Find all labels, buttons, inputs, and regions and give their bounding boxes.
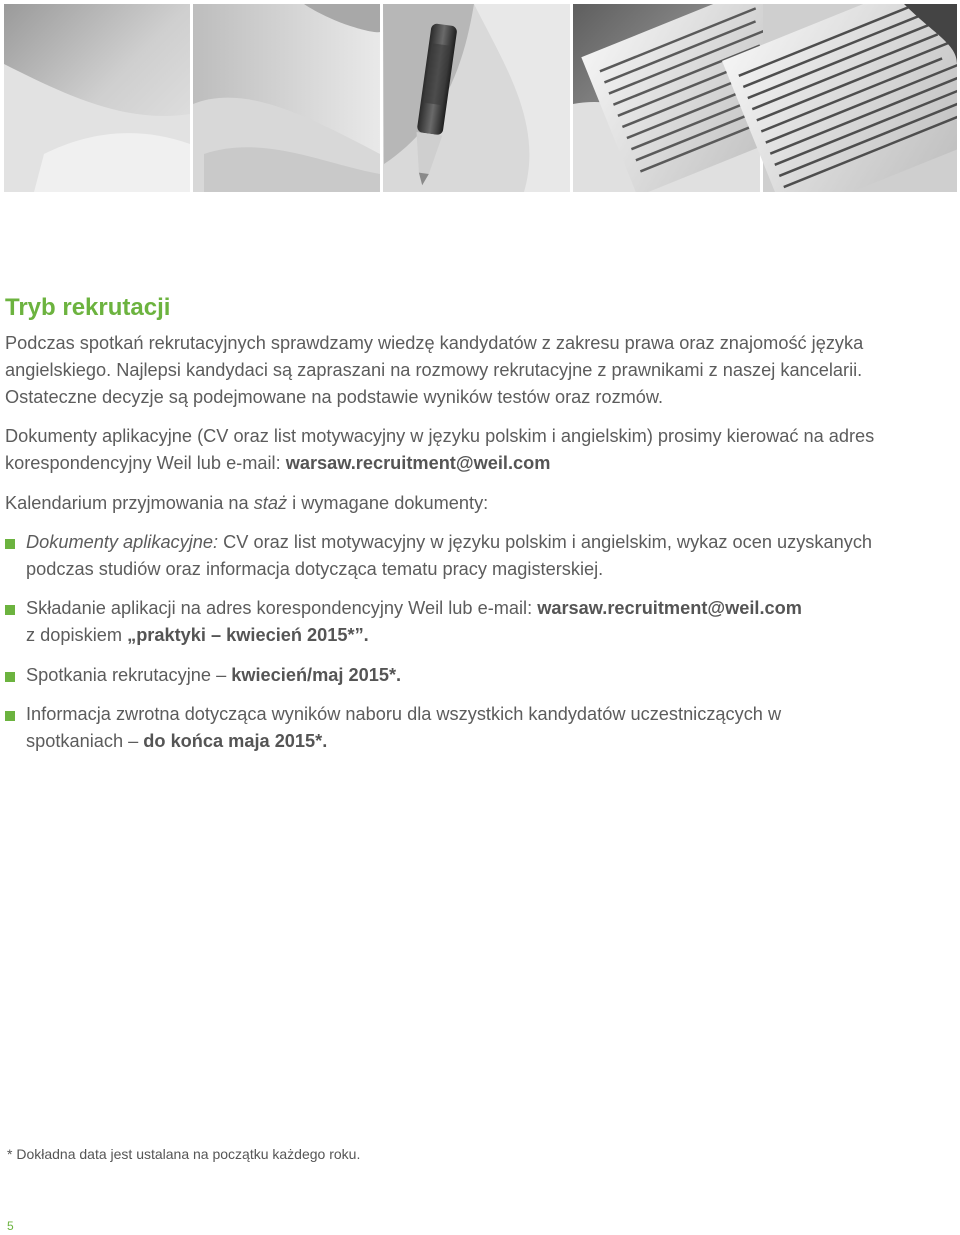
intro-paragraph [5,330,863,411]
photo-strip-pen-document [4,4,957,192]
item-bold: kwiecień/maj 2015*. [231,665,402,685]
list-item [5,662,941,689]
square-bullet-icon [5,711,15,721]
documents-line: korespondencyjny Weil lub e-mail: [5,453,286,473]
footnote: * Dokładna data jest ustalana na początku każdego roku. [7,1146,361,1162]
item-bold: „praktyki – kwiecień 2015*”. [127,625,369,645]
item-text: Składanie aplikacji na adres korespondencyjny Weil lub e-mail: [26,598,538,618]
item-text: CV oraz list motywacyjny w języku polskim i angielskim, wykaz ocen uzyskanych [218,532,873,552]
header-photo-strip [4,4,957,192]
calendar-heading-prefix: Kalendarium przyjmowania na [5,493,254,513]
documents-line: Dokumenty aplikacyjne (CV oraz list motywacyjny w języku polskim i angielskim) prosimy kierować na adres [5,426,875,446]
calendar-heading-suffix: i wymagane dokumenty: [287,493,489,513]
item-text: Spotkania rekrutacyjne – [26,665,232,685]
list-item [5,701,941,755]
square-bullet-icon [5,605,15,615]
calendar-heading-italic: staż [253,493,288,513]
page-number: 5 [7,1219,14,1233]
calendar-heading [5,490,488,517]
section-title: Tryb rekrutacji [5,294,171,321]
email-link[interactable]: warsaw.recruitment@weil.com [285,453,551,473]
square-bullet-icon [5,539,15,549]
item-bold: do końca maja 2015*. [143,731,328,751]
list-item [5,595,941,649]
item-text: z dopiskiem [26,625,128,645]
intro-line: Podczas spotkań rekrutacyjnych sprawdzamy wiedzę kandydatów z zakresu prawa oraz znajomość języka [5,333,864,353]
square-bullet-icon [5,672,15,682]
item-text: spotkaniach – [26,731,144,751]
documents-paragraph [5,423,874,477]
list-item [5,529,941,583]
item-text: podczas studiów oraz informacja dotycząca tematu pracy magisterskiej. [26,559,604,579]
intro-line: Ostateczne decyzje są podejmowane na podstawie wyników testów oraz rozmów. [5,387,664,407]
item-lead: Dokumenty aplikacyjne: [26,532,219,552]
item-text: Informacja zwrotna dotycząca wyników naboru dla wszystkich kandydatów uczestniczących w [26,704,782,724]
email-link[interactable]: warsaw.recruitment@weil.com [537,598,802,618]
intro-line: angielskiego. Najlepsi kandydaci są zapraszani na rozmowy rekrutacyjne z prawnikami z naszej kancelarii. [5,360,863,380]
